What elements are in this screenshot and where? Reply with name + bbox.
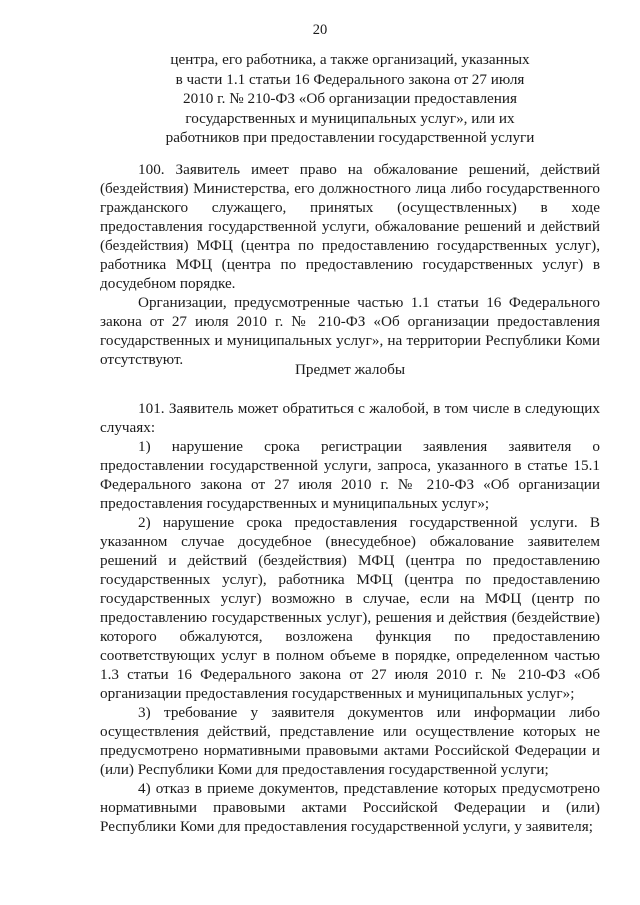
list-item-4: 4) отказ в приеме документов, представление которых предусмотрено нормативными правовыми актами Российской Федерации и (или) Республики Коми для предоставления государственной услуги, у заявителя;: [100, 780, 600, 835]
body-text-section-a: [100, 160, 600, 369]
section-title-line: работников при предоставлении государственной услуги: [165, 129, 535, 146]
section-title-line: центра, его работника, а также организаций, указанных: [170, 51, 530, 68]
body-text-section-b: [100, 399, 600, 836]
section-title: [100, 50, 600, 148]
paragraph-101: 101. Заявитель может обратиться с жалобой, в том числе в следующих случаях:: [100, 400, 600, 436]
paragraph-100: 100. Заявитель имеет право на обжалование решений, действий (бездействия) Министерства, его должностного лица либо государственного гражданского служащего, принятых (осуществленных) в ходе предоставления государственной услуги, обжалование решений и действий (бездействия) МФЦ (центра по предоставлению государственных услуг), работника МФЦ (центра по предоставлению государственных услуг) в досудебном порядке.: [100, 161, 600, 292]
paragraph-organizations: Организации, предусмотренные частью 1.1 статьи 16 Федерального закона от 27 июля 2010 г. № 210-ФЗ «Об организации предоставления государственных и муниципальных услуг», на территории Республики Коми отсутствуют.: [100, 294, 600, 368]
section-title-line: в части 1.1 статьи 16 Федерального закона от 27 июля: [175, 70, 525, 88]
section-heading: Предмет жалобы: [294, 361, 406, 378]
list-item-3: 3) требование у заявителя документов или информации либо осуществления действий, представление или осуществление которых не предусмотрено нормативными правовыми актами Российской Федерации и (или) Республики Коми для предоставления государственной услуги;: [100, 704, 600, 778]
section-title-line: 2010 г. № 210-ФЗ «Об организации предоставления: [182, 90, 518, 107]
list-item-2: 2) нарушение срока предоставления государственной услуги. В указанном случае досудебное (внесудебное) обжалование заявителем решений и действий (бездействия) МФЦ (центра по предоставлению государственных услуг), работника МФЦ (центра по предоставлению государственных услуг) возможно в случае, если на МФЦ (центр по предоставлению государственных услуг), решения и действия (бездействие) которого обжалуются, возложена функция по предоставлению соответствующих услуг в полном объеме в порядке, определенном частью 1.3 статьи 16 Федерального закона от 27 июля 2010 г. № 210-ФЗ «Об организации предоставления государственных и муниципальных услуг»;: [100, 514, 600, 702]
list-item-1: 1) нарушение срока регистрации заявления заявителя о предоставлении государственной услуги, запроса, указанного в статье 15.1 Федерального закона от 27 июля 2010 г. № 210-ФЗ «Об организации предоставления государственных и муниципальных услуг»;: [100, 438, 600, 512]
section-title-line: государственных и муниципальных услуг», или их: [185, 109, 515, 127]
page-number: 20: [312, 22, 328, 38]
